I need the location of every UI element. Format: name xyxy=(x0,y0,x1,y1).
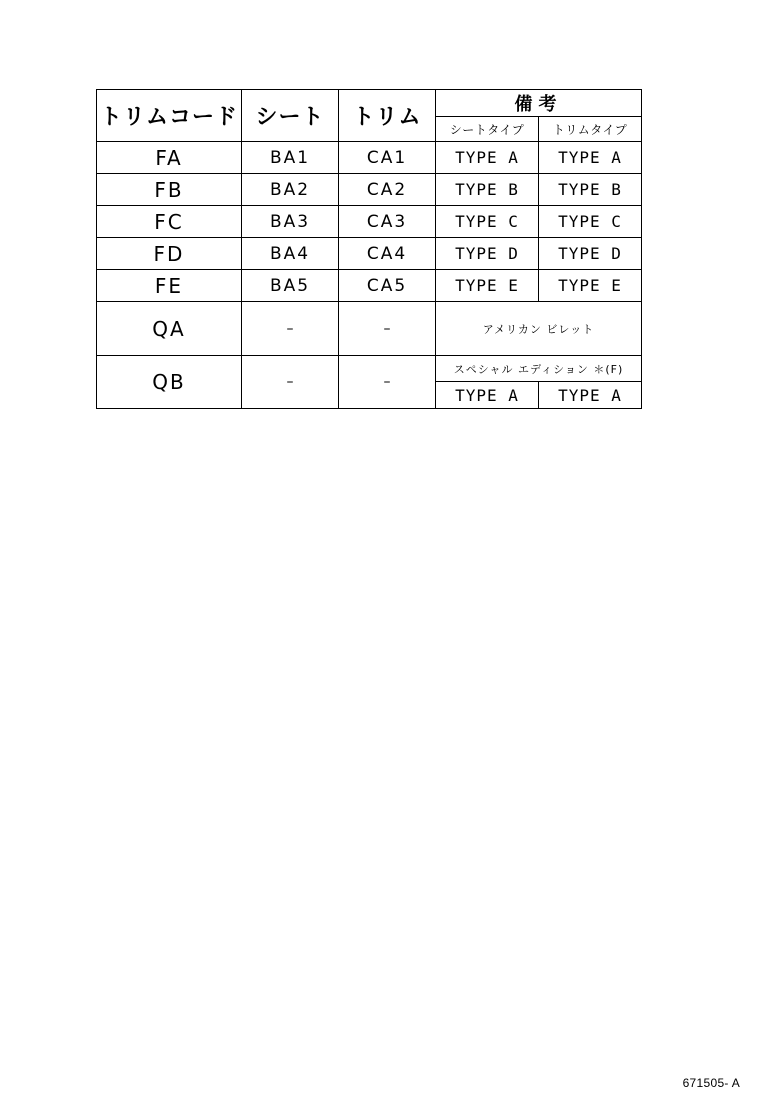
header-trim-type: トリムタイプ xyxy=(539,117,642,142)
figure-id-label: 671505- A xyxy=(682,1076,740,1090)
seat-type-cell: TYPE C xyxy=(436,206,539,238)
trim-cell: – xyxy=(339,302,436,356)
seat-cell: BA3 xyxy=(242,206,339,238)
table-row-qa xyxy=(97,302,642,356)
seat-cell: – xyxy=(242,356,339,409)
trim-cell: CA3 xyxy=(339,206,436,238)
trim-cell: CA2 xyxy=(339,174,436,206)
table-row xyxy=(97,270,642,302)
seat-cell: BA2 xyxy=(242,174,339,206)
seat-cell: BA4 xyxy=(242,238,339,270)
seat-type-cell: TYPE A xyxy=(436,382,539,409)
trim-type-cell: TYPE D xyxy=(539,238,642,270)
trim-cell: CA4 xyxy=(339,238,436,270)
seat-type-cell: TYPE A xyxy=(436,142,539,174)
trim-type-cell: TYPE C xyxy=(539,206,642,238)
trim-code-table xyxy=(96,89,642,409)
qb-remark: スペシャル エディション ＊(F) xyxy=(436,356,642,382)
trim-code-cell: FB xyxy=(97,174,242,206)
seat-cell: BA1 xyxy=(242,142,339,174)
trim-type-cell: TYPE B xyxy=(539,174,642,206)
header-seat-type: シートタイプ xyxy=(436,117,539,142)
header-seat: シート xyxy=(242,90,339,142)
header-remarks: 備考 xyxy=(436,90,642,117)
table-row xyxy=(97,238,642,270)
seat-cell: – xyxy=(242,302,339,356)
table-row-qb xyxy=(97,356,642,382)
trim-code-cell: FE xyxy=(97,270,242,302)
trim-type-cell: TYPE A xyxy=(539,142,642,174)
header-trim: トリム xyxy=(339,90,436,142)
seat-type-cell: TYPE E xyxy=(436,270,539,302)
trim-code-cell: QB xyxy=(97,356,242,409)
seat-cell: BA5 xyxy=(242,270,339,302)
trim-code-cell: QA xyxy=(97,302,242,356)
trim-cell: CA5 xyxy=(339,270,436,302)
table-row xyxy=(97,142,642,174)
seat-type-cell: TYPE D xyxy=(436,238,539,270)
qa-remark: アメリカン ビレット xyxy=(436,302,642,356)
trim-type-cell: TYPE E xyxy=(539,270,642,302)
header-trim-code: トリムコード xyxy=(97,90,242,142)
trim-cell: CA1 xyxy=(339,142,436,174)
trim-code-cell: FC xyxy=(97,206,242,238)
trim-code-cell: FD xyxy=(97,238,242,270)
seat-type-cell: TYPE B xyxy=(436,174,539,206)
trim-code-cell: FA xyxy=(97,142,242,174)
trim-type-cell: TYPE A xyxy=(539,382,642,409)
table-row xyxy=(97,174,642,206)
table-row xyxy=(97,206,642,238)
trim-cell: – xyxy=(339,356,436,409)
header-row xyxy=(97,90,642,117)
